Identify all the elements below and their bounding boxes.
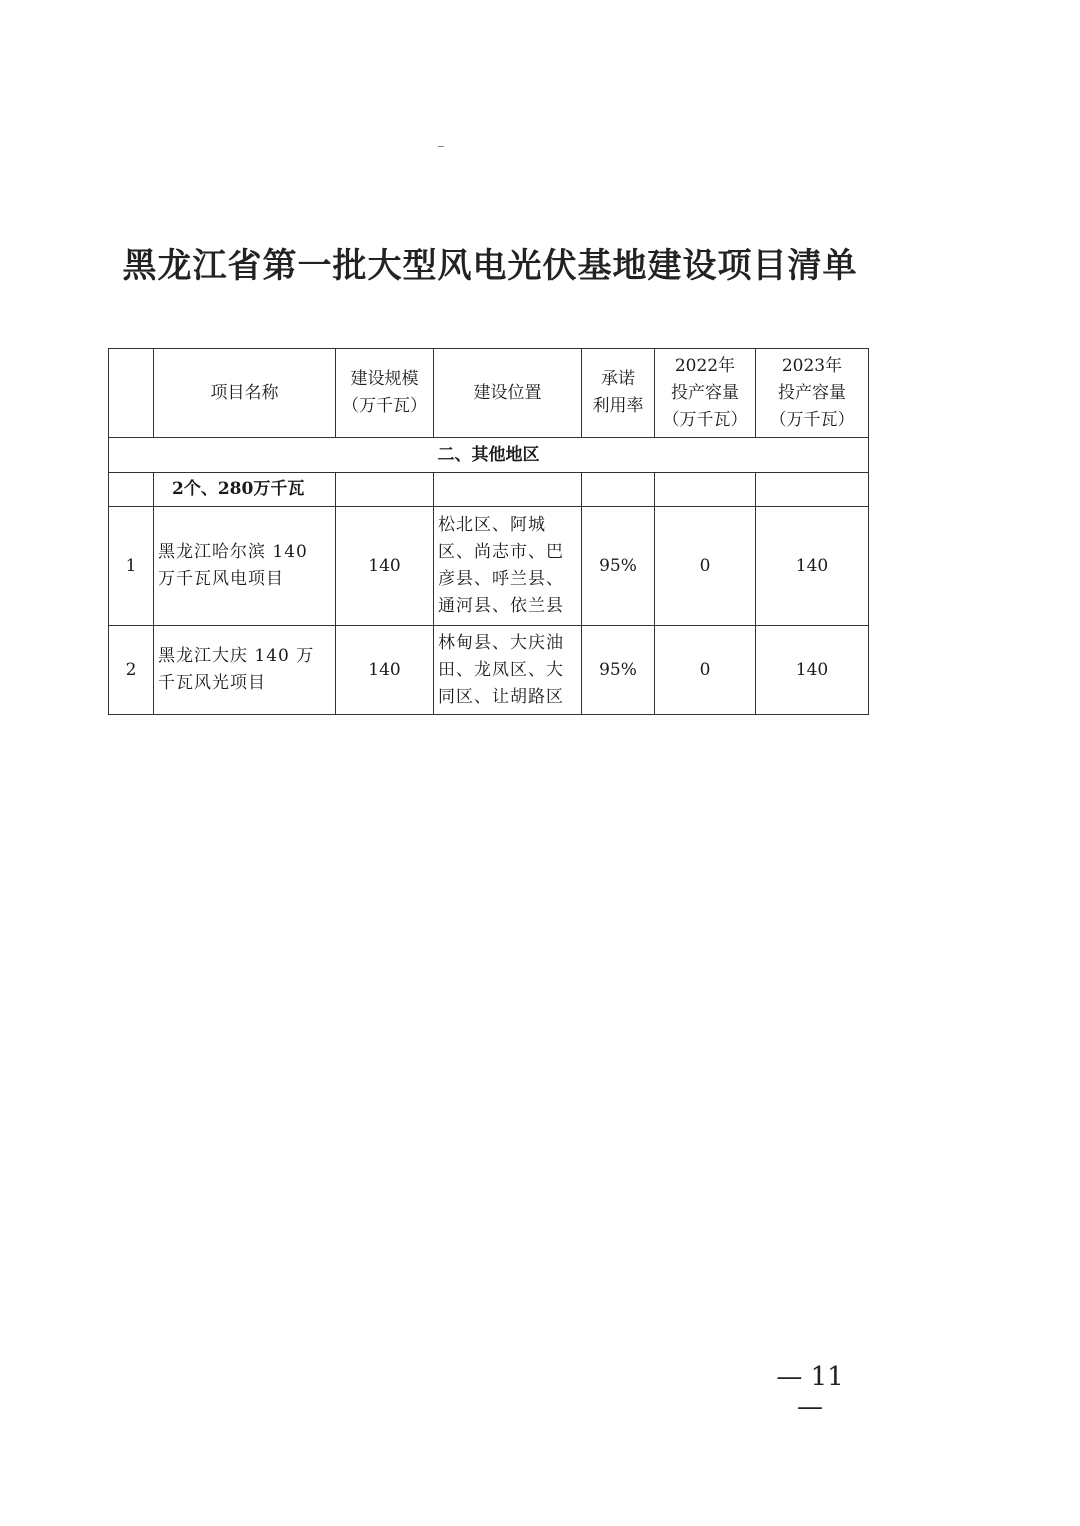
row-index: 2 (109, 626, 154, 715)
row-2023-capacity: 140 (756, 507, 869, 626)
header-scale-line1: 建设规模 (350, 369, 419, 389)
section-title: 二、其他地区 (109, 438, 869, 473)
page-number: — 11 — (776, 1362, 844, 1422)
group-empty-cell (109, 473, 154, 507)
table-row (109, 507, 869, 626)
row-rate: 95% (582, 626, 655, 715)
row-location: 林甸县、大庆油田、龙凤区、大同区、让胡路区 (434, 626, 582, 715)
header-project-name: 项目名称 (154, 349, 336, 438)
group-empty-cell (756, 473, 869, 507)
header-index (109, 349, 154, 438)
scan-artifact-mark (438, 146, 444, 147)
header-utilization-rate (582, 349, 655, 438)
header-location: 建设位置 (434, 349, 582, 438)
header-2022-line1: 2022年 (674, 355, 736, 376)
project-list-table (108, 348, 869, 715)
header-2022-capacity (655, 349, 756, 438)
group-empty-cell (582, 473, 655, 507)
header-2023-line2: 投产容量 (778, 382, 846, 403)
header-2023-line3: （万千瓦） (769, 409, 855, 430)
header-2023-capacity (756, 349, 869, 438)
row-location: 松北区、阿城区、尚志市、巴彦县、呼兰县、通河县、依兰县 (434, 507, 582, 626)
row-2022-capacity: 0 (655, 507, 756, 626)
header-rate-line1: 承诺 (601, 369, 635, 389)
table-header-row (109, 349, 869, 438)
group-empty-cell (434, 473, 582, 507)
row-scale: 140 (336, 626, 434, 715)
header-construction-scale (336, 349, 434, 438)
header-2022-line3: （万千瓦） (662, 409, 748, 430)
table-row (109, 626, 869, 715)
group-empty-cell (336, 473, 434, 507)
group-empty-cell (655, 473, 756, 507)
header-scale-line2: （万千瓦） (342, 396, 427, 416)
row-2022-capacity: 0 (655, 626, 756, 715)
row-scale: 140 (336, 507, 434, 626)
row-2023-capacity: 140 (756, 626, 869, 715)
row-project-name: 黑龙江哈尔滨 140 万千瓦风电项目 (154, 507, 336, 626)
header-rate-line2: 利用率 (592, 396, 644, 416)
header-2023-line1: 2023年 (781, 355, 843, 376)
group-label: 2个、280万千瓦 (154, 473, 336, 507)
row-index: 1 (109, 507, 154, 626)
section-row (109, 438, 869, 473)
group-row (109, 473, 869, 507)
row-rate: 95% (582, 507, 655, 626)
row-project-name: 黑龙江大庆 140 万千瓦风光项目 (154, 626, 336, 715)
header-2022-line2: 投产容量 (671, 382, 739, 403)
document-title: 黑龙江省第一批大型风电光伏基地建设项目清单 (122, 246, 858, 286)
